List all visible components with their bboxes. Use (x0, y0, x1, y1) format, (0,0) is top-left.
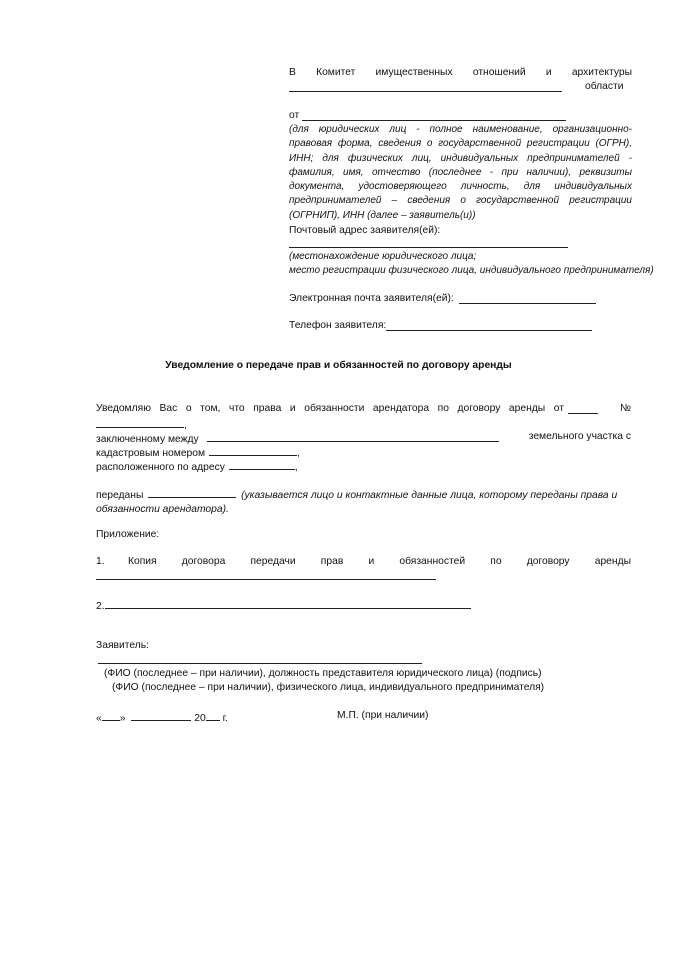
cadastral-number-blank (209, 444, 297, 456)
located-label: расположенного по адресу (96, 462, 225, 473)
from-label: от (289, 110, 300, 121)
phone-blank (386, 330, 592, 331)
attachment-item-2-number: 2. (96, 601, 105, 612)
attachment-item-2-blank (105, 597, 471, 609)
year-suffix: г. (222, 713, 228, 724)
quote-open: « (96, 713, 102, 724)
year-prefix: 20 (194, 713, 206, 724)
attachment-label: Приложение: (96, 529, 160, 540)
document-title: Уведомление о передаче прав и обязанностей по договору аренды (165, 360, 512, 371)
phone-label: Телефон заявителя: (289, 320, 387, 331)
email-label: Электронная почта заявителя(ей): (289, 293, 454, 304)
number-sign: № (619, 403, 631, 414)
region-label: области (585, 81, 624, 92)
postal-note-1: (местонахождение юридического лица; (289, 251, 477, 262)
signature-caption-2: (ФИО (последнее – при наличии), физического лица, индивидуального предпринимателя) (112, 682, 545, 693)
contract-number-blank (96, 416, 184, 428)
day-blank (102, 709, 120, 721)
transferee-note: (указывается лицо и контактные данные лица, которому переданы права и обязанности арендатора). (96, 490, 618, 515)
cadastral-label: кадастровым номером (96, 448, 206, 459)
date-line (96, 709, 228, 726)
contract-date-blank (568, 402, 598, 414)
addressee-line (289, 66, 632, 80)
applicant-note: (для юридических лиц - полное наименование, организационно-правовая форма, сведения о государственной регистрации (ОГРН), ИНН; для физических лиц, индивидуальных предпринимателей - фамилия, имя, отчество (последнее - при наличии), реквизиты документа, удостоверяющего личность, для индивидуальных предпринимателей – сведения о государственной регистрации (ОГРНИП), ИНН (далее – заявитель(и)) (289, 124, 632, 221)
region-blank (289, 91, 562, 92)
from-blank (302, 120, 566, 121)
attachment-item-2 (96, 597, 471, 614)
concluded-between-label: заключенному между (96, 434, 199, 445)
attachment-item-1 (96, 555, 631, 569)
parties-blank (207, 430, 499, 442)
signature-caption-1: (ФИО (последнее – при наличии), должность представителя юридического лица) (подпись) (104, 668, 542, 679)
year-blank (206, 709, 220, 721)
applicant-label: Заявитель: (96, 640, 149, 651)
transferred-paragraph (96, 486, 631, 517)
postal-address-blank (289, 247, 568, 248)
attachment-item-1-blank (96, 579, 436, 580)
month-blank (131, 709, 191, 721)
land-plot-label: земельного участка с (528, 431, 631, 442)
comma: , (294, 462, 298, 473)
paragraph-text-1: Уведомляю Вас о том, что права и обязанности арендатора по договору аренды от (96, 403, 564, 414)
email-blank (459, 303, 596, 304)
attachment-item-1-number: 1. (96, 556, 105, 567)
comma: , (184, 420, 187, 431)
postal-address-label: Почтовый адрес заявителя(ей): (289, 225, 441, 236)
address-blank (229, 458, 295, 470)
postal-note-2: место регистрации физического лица, индивидуального предпринимателя) (289, 265, 654, 276)
stamp-label: М.П. (при наличии) (337, 710, 429, 721)
transferee-blank (148, 486, 236, 498)
transferred-label: переданы (96, 490, 144, 501)
comma: , (297, 448, 300, 459)
quote-close: » (119, 713, 126, 724)
paragraph-line-5 (96, 458, 298, 475)
addressee-text: В Комитет имущественных отношений и архитектуры (289, 67, 632, 78)
attachment-item-1-text: Копия договора передачи прав и обязанностей по договору аренды (128, 556, 631, 567)
signature-blank (98, 663, 422, 664)
